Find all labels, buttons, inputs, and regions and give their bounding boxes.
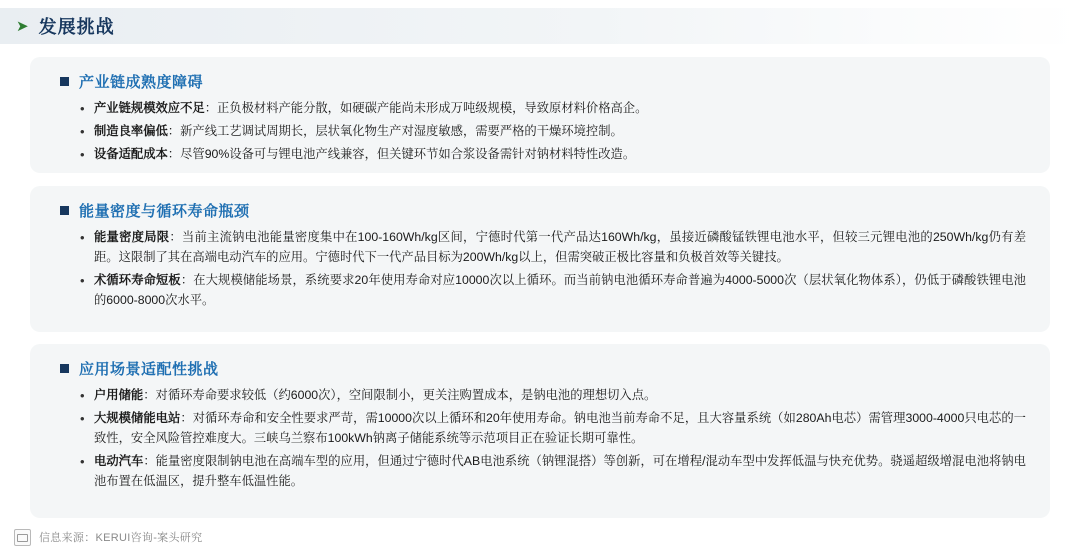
square-bullet-icon xyxy=(60,206,69,215)
bullet-lead: 设备适配成本 xyxy=(94,146,168,161)
bullet-lead: 大规模储能电站 xyxy=(94,410,181,425)
bullet-list xyxy=(48,386,1032,492)
bullet-lead: 制造良率偏低 xyxy=(94,123,168,138)
bullet-text: 对循环寿命和安全性要求严苛，需10000次以上循环和20年使用寿命。钠电池当前寿命不足，且大容量系统（如280Ah电芯）需管理3000-4000只电芯的一致性，安全风险管控难度大。三峡乌兰察布100kWh钠离子储能系统等示范项目正在验证长期可靠性。 xyxy=(94,410,1026,445)
list-item xyxy=(94,228,1032,268)
section-card xyxy=(30,186,1050,332)
bullet-lead: 术循环寿命短板 xyxy=(94,272,181,287)
bullet-text: 对循环寿命要求较低（约6000次），空间限制小，更关注购置成本，是钠电池的理想切入点。 xyxy=(155,388,657,402)
square-bullet-icon xyxy=(60,77,69,86)
bullet-separator: ： xyxy=(169,230,182,244)
bullet-text: 正负极材料产能分散，如硬碳产能尚未形成万吨级规模，导致原材料价格高企。 xyxy=(217,101,648,115)
slide-header xyxy=(0,8,1080,44)
section-heading xyxy=(60,358,1032,379)
bullet-text: 新产线工艺调试周期长，层状氧化物生产对湿度敏感，需要严格的干燥环境控制。 xyxy=(180,123,623,138)
list-item xyxy=(94,386,1032,406)
list-item xyxy=(94,452,1032,492)
bullet-list xyxy=(48,228,1032,311)
section-card xyxy=(30,344,1050,518)
section-heading xyxy=(60,71,1032,92)
bullet-list xyxy=(48,99,1032,165)
bullet-text: 尽管90%设备可与锂电池产线兼容，但关键环节如合浆设备需针对钠材料特性改造。 xyxy=(180,146,636,161)
section-title: 能量密度与循环寿命瓶颈 xyxy=(79,203,250,220)
section-card xyxy=(30,57,1050,173)
bullet-lead: 户用储能 xyxy=(94,388,144,402)
source-icon xyxy=(14,529,31,546)
bullet-lead: 产业链规模效应不足 xyxy=(94,101,205,115)
bullet-separator: ： xyxy=(204,101,217,115)
bullet-lead: 电动汽车 xyxy=(94,453,144,468)
bullet-text: 能量密度限制钠电池在高端车型的应用，但通过宁德时代AB电池系统（钠锂混搭）等创新，可在增程/混动车型中发挥低温与快充优势。骁遥超级增混电池将钠电池布置在低温区，提升整车低温性能。 xyxy=(94,453,1026,488)
list-item xyxy=(94,271,1032,311)
bullet-separator: ： xyxy=(167,146,181,161)
list-item xyxy=(94,99,1032,119)
section-heading xyxy=(60,200,1032,221)
chevron-right-icon: ➤ xyxy=(16,17,29,35)
bullet-separator: ： xyxy=(167,123,181,138)
source-footer xyxy=(14,528,202,546)
section-title: 应用场景适配性挑战 xyxy=(79,361,219,378)
list-item xyxy=(94,409,1032,449)
bullet-text: 当前主流钠电池能量密度集中在100-160Wh/kg区间，宁德时代第一代产品达160Wh/kg，虽接近磷酸锰铁锂电池水平，但较三元锂电池的250Wh/kg仍有差距。这限制了其在高端电动汽车的应用。宁德时代下一代产品目标为200Wh/kg以上，但需突破正极比容量和负极首效等关键技。 xyxy=(94,230,1026,264)
list-item xyxy=(94,122,1032,142)
list-item xyxy=(94,145,1032,165)
square-bullet-icon xyxy=(60,364,69,373)
section-title: 产业链成熟度障碍 xyxy=(79,74,204,91)
bullet-lead: 能量密度局限 xyxy=(94,230,170,244)
bullet-separator: ： xyxy=(143,388,156,402)
bullet-separator: ： xyxy=(180,272,194,287)
bullet-separator: ： xyxy=(180,410,193,425)
page-title: 发展挑战 xyxy=(38,17,115,37)
source-text: 信息来源：KERUI咨询-案头研究 xyxy=(39,532,203,544)
bullet-separator: ： xyxy=(143,453,156,468)
bullet-text: 在大规模储能场景，系统要求20年使用寿命对应10000次以上循环。而当前钠电池循环寿命普遍为4000-5000次（层状氧化物体系），仍低于磷酸铁锂电池的6000-8000次水平。 xyxy=(94,272,1026,307)
